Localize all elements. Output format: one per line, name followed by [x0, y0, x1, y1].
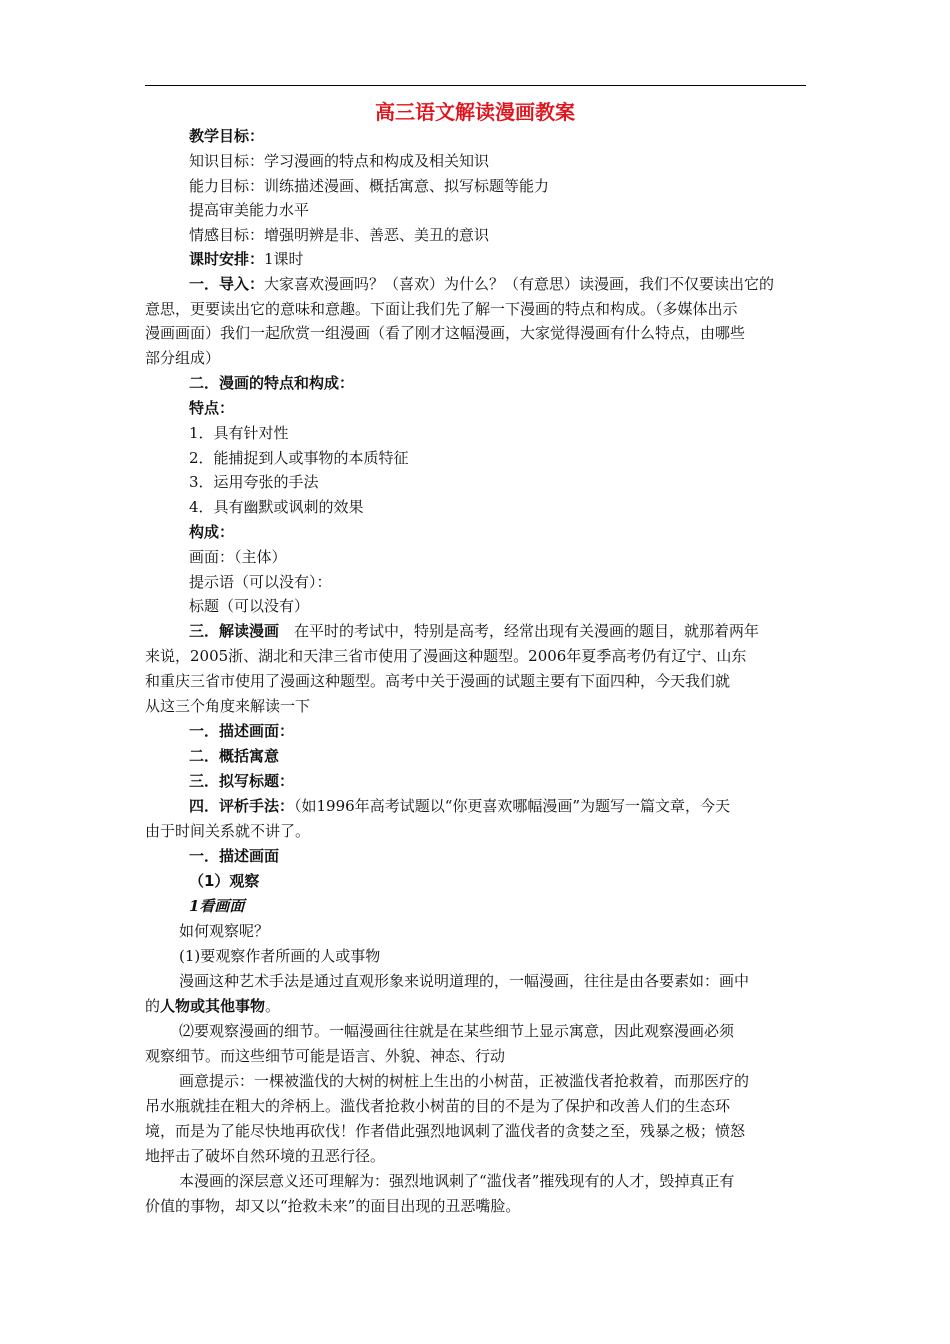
document-title: 高三语文解读漫画教案 [375, 100, 575, 124]
feature-item: 4．具有幽默或讽刺的效果 [189, 498, 364, 516]
intro-line-3: 漫画画面）我们一起欣赏一组漫画（看了刚才这幅漫画，大家觉得漫画有什么特点，由哪些 [145, 324, 746, 342]
reading-text: 在平时的考试中，特别是高考，经常出现有关漫画的题目，就那着两年 [279, 622, 760, 640]
intro-text: 大家喜欢漫画吗？（喜欢）为什么？（有意思）读漫画，我们不仅要读出它的 [264, 275, 775, 293]
how-question: 如何观察呢？ [179, 922, 270, 940]
para1-text: 的 [145, 997, 161, 1015]
composition-item: 画面：（主体） [189, 548, 287, 566]
observe-point-1: (1)要观察作者所画的人或事物 [179, 947, 381, 965]
para1-line-1: 漫画这种艺术手法是通过直观形象来说明道理的，一幅漫画，往往是由各要素如：画中 [179, 972, 750, 990]
schedule [189, 247, 304, 272]
deep-line-2: 价值的事物，却又以“抢救未来”的面目出现的丑恶嘴脸。 [145, 1197, 521, 1215]
goals-heading: 教学目标： [189, 127, 265, 145]
observe-point-2-line-2: 观察细节。而这些细节可能是语言、外貌、神态、行动 [145, 1047, 506, 1065]
reading-line-1 [189, 619, 759, 644]
reading-line-4: 从这三个角度来解读一下 [145, 697, 311, 715]
reading-line-2: 来说，2005浙、湖北和天津三省市使用了漫画这种题型。2006年夏季高考仍有辽宁、山东 [145, 647, 747, 665]
look-heading: 1看画面 [189, 897, 245, 915]
feature-item: 3．运用夸张的手法 [189, 473, 319, 491]
reading-item: 三．拟写标题： [189, 772, 295, 790]
observe-point-2-line-1: ⑵要观察漫画的细节。一幅漫画往往就是在某些细节上显示寓意，因此观察漫画必须 [179, 1022, 735, 1040]
technique-line-2: 由于时间关系就不讲了。 [145, 822, 311, 840]
para1-text: 。 [265, 997, 281, 1015]
goal-knowledge: 知识目标：学习漫画的特点和构成及相关知识 [189, 152, 490, 170]
deep-line-1: 本漫画的深层意义还可理解为：强烈地讽刺了“滥伐者”摧残现有的人才，毁掉真正有 [179, 1172, 735, 1190]
technique-text: （如1996年高考试题以“你更喜欢哪幅漫画”为题写一篇文章，今天 [294, 797, 731, 815]
reading-item: 一．描述画面： [189, 722, 295, 740]
goal-ability: 能力目标：训练描述漫画、概括寓意、拟写标题等能力 [189, 177, 550, 195]
reading-label: 三．解读漫画 [189, 622, 280, 640]
features-sub-heading: 特点： [189, 399, 235, 417]
composition-item: 提示语（可以没有）： [189, 573, 332, 591]
para1-line-2 [145, 994, 280, 1019]
features-heading: 二．漫画的特点和构成： [189, 374, 355, 392]
intro-line-4: 部分组成） [145, 349, 221, 367]
observe-heading: （1）观察 [189, 872, 260, 890]
header-rule [145, 85, 806, 86]
goal-aesthetic: 提高审美能力水平 [189, 201, 310, 219]
intro-line-1 [189, 272, 774, 297]
intro-label: 一．导入： [189, 275, 265, 293]
feature-item: 2．能捕捉到人或事物的本质特征 [189, 449, 409, 467]
hint-line-3: 境，而是为了能尽快地再砍伐！作者借此强烈地讽刺了滥伐者的贪婪之至，残暴之极；愤怒 [145, 1122, 746, 1140]
para1-emphasis: 人物或其他事物 [160, 997, 266, 1015]
schedule-label: 课时安排： [189, 250, 265, 268]
schedule-value: 1课时 [264, 250, 304, 268]
reading-line-3: 和重庆三省市使用了漫画这种题型。高考中关于漫画的试题主要有下面四种，今天我们就 [145, 672, 731, 690]
feature-item: 1．具有针对性 [189, 424, 289, 442]
hint-line-4: 地抨击了破坏自然环境的丑恶行径。 [145, 1147, 386, 1165]
composition-heading: 构成： [189, 523, 235, 541]
hint-line-1: 画意提示：一棵被滥伐的大树的树桩上生出的小树苗，正被滥伐者抢救着，而那医疗的 [179, 1072, 750, 1090]
reading-item: 二．概括寓意 [189, 747, 280, 765]
goal-emotion: 情感目标：增强明辨是非、善恶、美丑的意识 [189, 226, 490, 244]
intro-line-2: 意思，更要读出它的意味和意趣。下面让我们先了解一下漫画的特点和构成。（多媒体出示 [145, 300, 738, 318]
hint-line-2: 吊水瓶就挂在粗大的斧柄上。滥伐者抢救小树苗的目的不是为了保护和改善人们的生态环 [145, 1097, 731, 1115]
section1-heading: 一．描述画面 [189, 847, 280, 865]
technique-label: 四．评析手法： [189, 797, 295, 815]
composition-item: 标题（可以没有） [189, 597, 310, 615]
technique-line-1 [189, 794, 730, 819]
